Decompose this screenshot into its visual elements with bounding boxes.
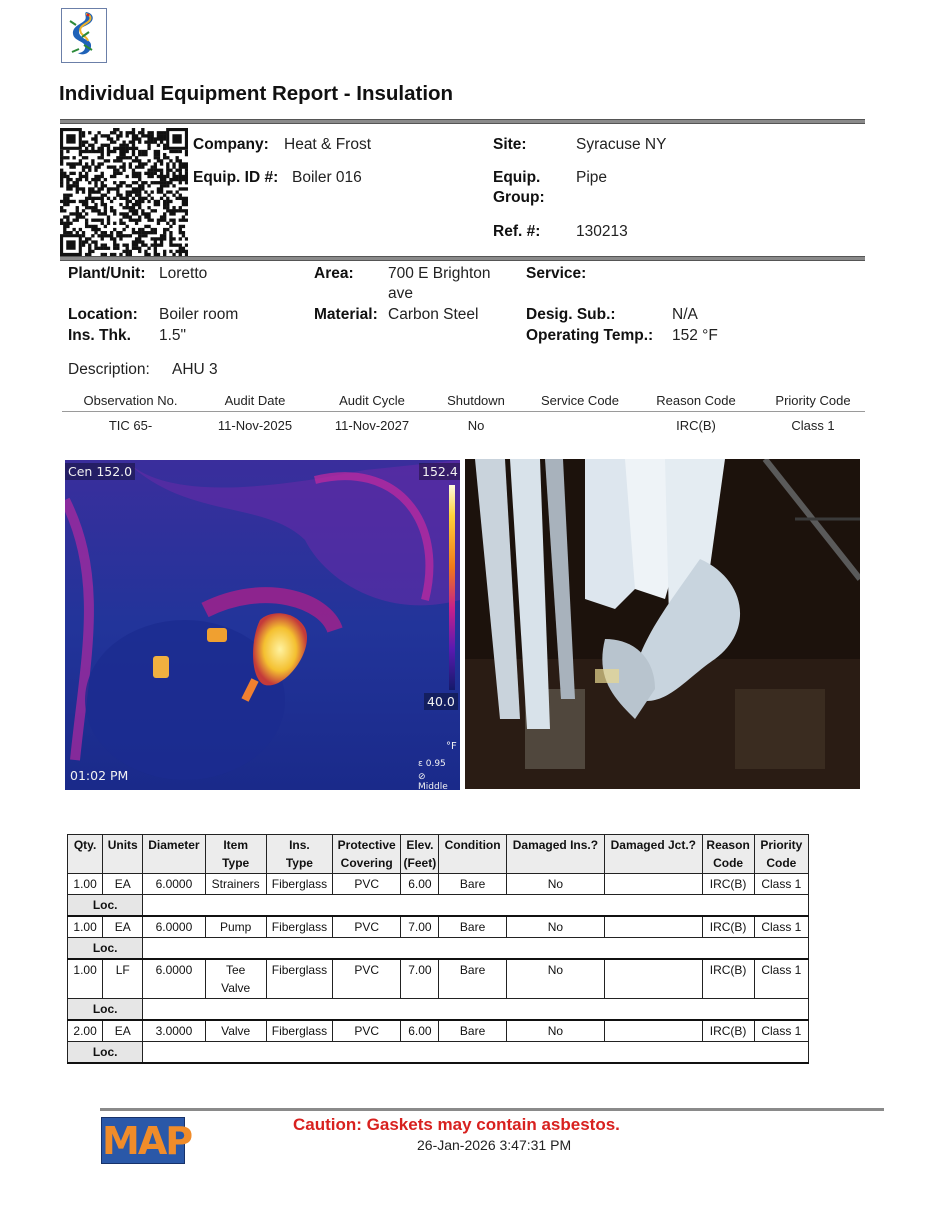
loc-label: Loc. [68,999,143,1021]
obs-header-shutdown: Shutdown [447,393,505,408]
company-logo [61,8,107,63]
ref-value: 130213 [576,223,628,240]
cell-covering: PVC [333,1020,401,1042]
material-label: Material: [314,306,378,323]
obs-observation-no: TIC 65- [108,418,153,433]
equipment-photo [465,459,860,789]
obs-audit-cycle: 11-Nov-2027 [334,418,410,433]
cell-damaged-jct [605,874,702,895]
thermal-timestamp: 01:02 PM [70,768,129,783]
caution-notice: Caution: Gaskets may contain asbestos. [293,1115,620,1134]
ref-label: Ref. #: [493,223,541,240]
col-header-protective-covering: Protective Covering [333,835,401,874]
location-row [68,938,809,960]
obs-shutdown: No [467,418,485,433]
thermal-min-readout: 40.0 [424,693,458,710]
cell-diameter: 6.0000 [143,874,205,895]
obs-header-reason-code: Reason Code [656,393,736,408]
cell-diameter: 6.0000 [143,959,205,999]
area-value: 700 E Brighton [388,265,491,282]
equipment-item-group [68,916,809,959]
equip-group-value: Pipe [576,169,608,186]
col-header-condition: Condition [439,835,506,874]
cell-condition: Bare [439,1020,506,1042]
thermal-unit: °F [446,741,457,752]
loc-value [143,1042,809,1064]
cell-ins-type: Fiberglass [266,874,332,895]
cell-units: EA [103,1020,143,1042]
cell-reason-code: IRC(B) [702,916,754,938]
thermal-image [65,460,460,790]
location-value: Boiler room [159,306,239,323]
thermal-mode: ⊘ Middle [418,772,448,790]
cell-damaged-jct [605,916,702,938]
area-value-line2: ave [388,285,413,302]
obs-priority-code: Class 1 [791,418,835,433]
cell-qty: 2.00 [68,1020,103,1042]
equip-id-value: Boiler 016 [292,169,362,186]
location-row [68,895,809,917]
cell-priority-code: Class 1 [754,1020,808,1042]
qr-code [60,128,188,256]
description-value: AHU 3 [172,361,218,378]
obs-header-observation: Observation No. [83,393,178,408]
op-temp-label: Operating Temp.: [526,327,654,344]
col-header-damaged-jct: Damaged Jct.? [605,835,702,874]
company-value: Heat & Frost [284,136,371,153]
cell-item-type: Valve [205,1020,266,1042]
cell-condition: Bare [439,959,506,999]
footer-divider [100,1108,884,1111]
cell-ins-type: Fiberglass [266,959,332,999]
cell-qty: 1.00 [68,874,103,895]
cell-diameter: 6.0000 [143,916,205,938]
loc-value [143,895,809,917]
equipment-item-group [68,1020,809,1063]
cell-damaged-ins: No [506,959,604,999]
company-label: Company: [193,136,269,153]
col-header-damaged-ins: Damaged Ins.? [506,835,604,874]
cell-damaged-jct [605,1020,702,1042]
obs-header-service-code: Service Code [540,393,620,408]
observation-divider [62,411,865,412]
header-divider [60,119,865,124]
col-header-diameter: Diameter [143,835,205,874]
cell-covering: PVC [333,916,401,938]
loc-label: Loc. [68,1042,143,1064]
cell-elev: 7.00 [401,916,439,938]
col-header-priority-code: Priority Code [754,835,808,874]
equipment-header-row [68,835,809,874]
cell-priority-code: Class 1 [754,874,808,895]
thermal-center-readout: Cen 152.0 [65,463,135,480]
plant-value: Loretto [159,265,208,282]
obs-audit-date: 11-Nov-2025 [217,418,293,433]
material-value: Carbon Steel [388,306,479,323]
cell-priority-code: Class 1 [754,916,808,938]
cell-damaged-ins: No [506,1020,604,1042]
service-label: Service: [526,265,587,282]
cell-units: EA [103,874,143,895]
cell-units: EA [103,916,143,938]
equip-group-label-2: Group: [493,189,545,206]
table-row [68,1020,809,1042]
plant-label: Plant/Unit: [68,265,146,282]
cell-item-type: Strainers [205,874,266,895]
equip-id-label: Equip. ID #: [193,169,279,186]
table-row [68,959,809,999]
loc-label: Loc. [68,938,143,960]
col-header-units: Units [103,835,143,874]
op-temp-value: 152 °F [672,327,718,344]
cell-damaged-ins: No [506,874,604,895]
obs-header-audit-cycle: Audit Cycle [339,393,405,408]
report-timestamp: 26-Jan-2026 3:47:31 PM [417,1137,572,1153]
equip-group-label: Equip. [493,169,541,186]
loc-value [143,999,809,1021]
obs-header-priority-code: Priority Code [775,393,851,408]
cell-units: LF [103,959,143,999]
description-label: Description: [68,361,150,378]
cell-elev: 6.00 [401,1020,439,1042]
cell-qty: 1.00 [68,916,103,938]
desig-value: N/A [672,306,698,323]
cell-qty: 1.00 [68,959,103,999]
col-header-qty: Qty. [68,835,103,874]
cell-condition: Bare [439,874,506,895]
col-header-elev: Elev. (Feet) [401,835,439,874]
cell-covering: PVC [333,959,401,999]
thermal-max-readout: 152.4 [419,463,460,480]
site-label: Site: [493,136,527,153]
ins-thk-label: Ins. Thk. [68,327,131,344]
equipment-table [67,834,809,1064]
obs-header-audit-date: Audit Date [224,393,286,408]
equipment-item-group [68,959,809,1020]
cell-condition: Bare [439,916,506,938]
location-row [68,1042,809,1064]
table-row [68,916,809,938]
loc-value [143,938,809,960]
report-title: Individual Equipment Report - Insulation [59,82,454,105]
site-value: Syracuse NY [576,136,667,153]
ins-thk-value: 1.5" [159,327,187,344]
cell-damaged-ins: No [506,916,604,938]
cell-reason-code: IRC(B) [702,959,754,999]
cell-ins-type: Fiberglass [266,916,332,938]
col-header-ins-type: Ins. Type [266,835,332,874]
thermal-emissivity: ε 0.95 [418,759,446,769]
location-row [68,999,809,1021]
cell-elev: 7.00 [401,959,439,999]
obs-reason-code: IRC(B) [676,418,716,433]
cell-reason-code: IRC(B) [702,1020,754,1042]
cell-elev: 6.00 [401,874,439,895]
cell-reason-code: IRC(B) [702,874,754,895]
desig-label: Desig. Sub.: [526,306,616,323]
col-header-reason-code: Reason Code [702,835,754,874]
map-logo: MAP [102,1119,192,1163]
table-row [68,874,809,895]
cell-item-type: Pump [205,916,266,938]
cell-diameter: 3.0000 [143,1020,205,1042]
cell-covering: PVC [333,874,401,895]
equipment-item-group [68,874,809,917]
loc-label: Loc. [68,895,143,917]
area-label: Area: [314,265,354,282]
cell-damaged-jct [605,959,702,999]
cell-item-type: Tee Valve [205,959,266,999]
info-divider [60,256,865,261]
cell-priority-code: Class 1 [754,959,808,999]
location-label: Location: [68,306,138,323]
cell-ins-type: Fiberglass [266,1020,332,1042]
col-header-item-type: Item Type [205,835,266,874]
